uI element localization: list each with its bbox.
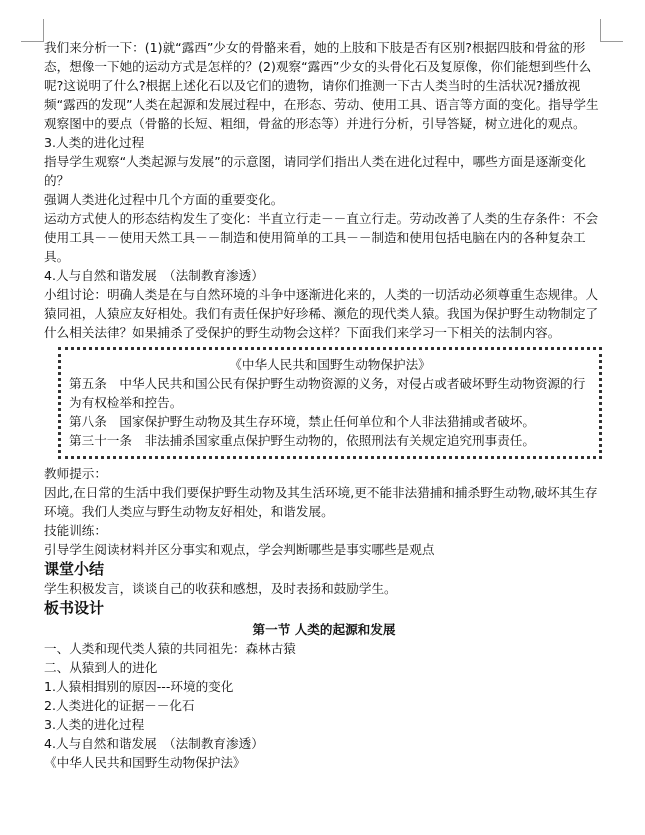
board-line-1: 一、人类和现代类人猿的共同祖先：森林古猿 [44, 641, 296, 656]
law-excerpt-box [58, 347, 602, 459]
emphasis-paragraph: 强调人类进化过程中几个方面的重要变化。 [44, 192, 284, 207]
guide-paragraph: 指导学生观察“人类起源与发展”的示意图，请同学们指出人类在进化过程中，哪些方面是逐渐变化的？ [44, 154, 586, 188]
page-corner-mark-left [21, 19, 44, 42]
law-title: 《中华人民共和国野生动物保护法》 [229, 357, 431, 372]
board-line-7: 《中华人民共和国野生动物保护法》 [44, 755, 246, 770]
skill-training-label: 技能训练： [44, 523, 107, 538]
section-4-heading: 4.人与自然和谐发展 （法制教育渗透） [44, 268, 264, 283]
law-article-31: 第三十一条 非法捕杀国家重点保护野生动物的，依照刑法有关规定追究刑事责任。 [69, 433, 535, 448]
teacher-tip-text: 因此,在日常的生活中我们要保护野生动物及其生活环境,更不能非法猎捕和捕杀野生动物,破坏其生存环境。我们人类应与野生动物友好相处，和谐发展。 [44, 485, 598, 519]
discussion-paragraph: 小组讨论：明确人类是在与自然环境的斗争中逐渐进化来的，人类的一切活动必须尊重生态规律。人猿同祖，人猿应友好相处。我们有责任保护好珍稀、濒危的现代类人猿。我国为保护野生动物制定了什么相关法律？如果捕杀了受保护的野生动物会这样？下面我们来学习一下相关的法制内容。 [44, 287, 599, 340]
board-line-2: 二、从猿到人的进化 [44, 660, 158, 675]
board-line-6: 4.人与自然和谐发展 （法制教育渗透） [44, 736, 264, 751]
summary-text: 学生积极发言，谈谈自己的收获和感想，及时表扬和鼓励学生。 [44, 581, 397, 596]
board-line-5: 3.人类的进化过程 [44, 717, 145, 732]
board-design-heading: 板书设计 [44, 599, 105, 617]
teacher-tip-label: 教师提示： [44, 466, 107, 481]
board-line-4: 2.人类进化的证据－－化石 [44, 698, 195, 713]
skill-training-text: 引导学生阅读材料并区分事实和观点，学会判断哪些是事实哪些是观点 [44, 542, 435, 557]
board-title: 第一节 人类的起源和发展 [252, 622, 396, 637]
law-article-5: 第五条 中华人民共和国公民有保护野生动物资源的义务，对侵占或者破坏野生动物资源的行为有权检举和控告。 [69, 376, 586, 410]
law-article-8: 第八条 国家保护野生动物及其生存环境，禁止任何单位和个人非法猎捕或者破坏。 [69, 414, 535, 429]
change-paragraph: 运动方式使人的形态结构发生了变化：半直立行走－－直立行走。劳动改善了人类的生存条件：不会使用工具－－使用天然工具－－制造和使用简单的工具－－制造和使用包括电脑在内的各种复杂工具。 [44, 211, 599, 264]
document-page [44, 38, 604, 772]
board-line-3: 1.人猿相揖别的原因---环境的变化 [44, 679, 234, 694]
section-3-heading: 3.人类的进化过程 [44, 135, 145, 150]
analysis-paragraph: 我们来分析一下：(1)就“露西”少女的骨骼来看，她的上肢和下肢是否有区别?根据四肢和骨盆的形态，想像一下她的运动方式是怎样的？(2)观察“露西”少女的头骨化石及复原像，你们能想到些什么呢?这说明了什么?根据上述化石以及它们的遗物，请你们推测一下古人类当时的生活状况?播放视频“露西的发现”人类在起源和发展过程中，在形态、劳动、使用工具、语言等方面的变化。指导学生观察图中的要点（骨骼的长短、粗细，骨盆的形态等）并进行分析，引导答疑，树立进化的观点。 [44, 40, 599, 131]
summary-heading: 课堂小结 [44, 560, 105, 578]
